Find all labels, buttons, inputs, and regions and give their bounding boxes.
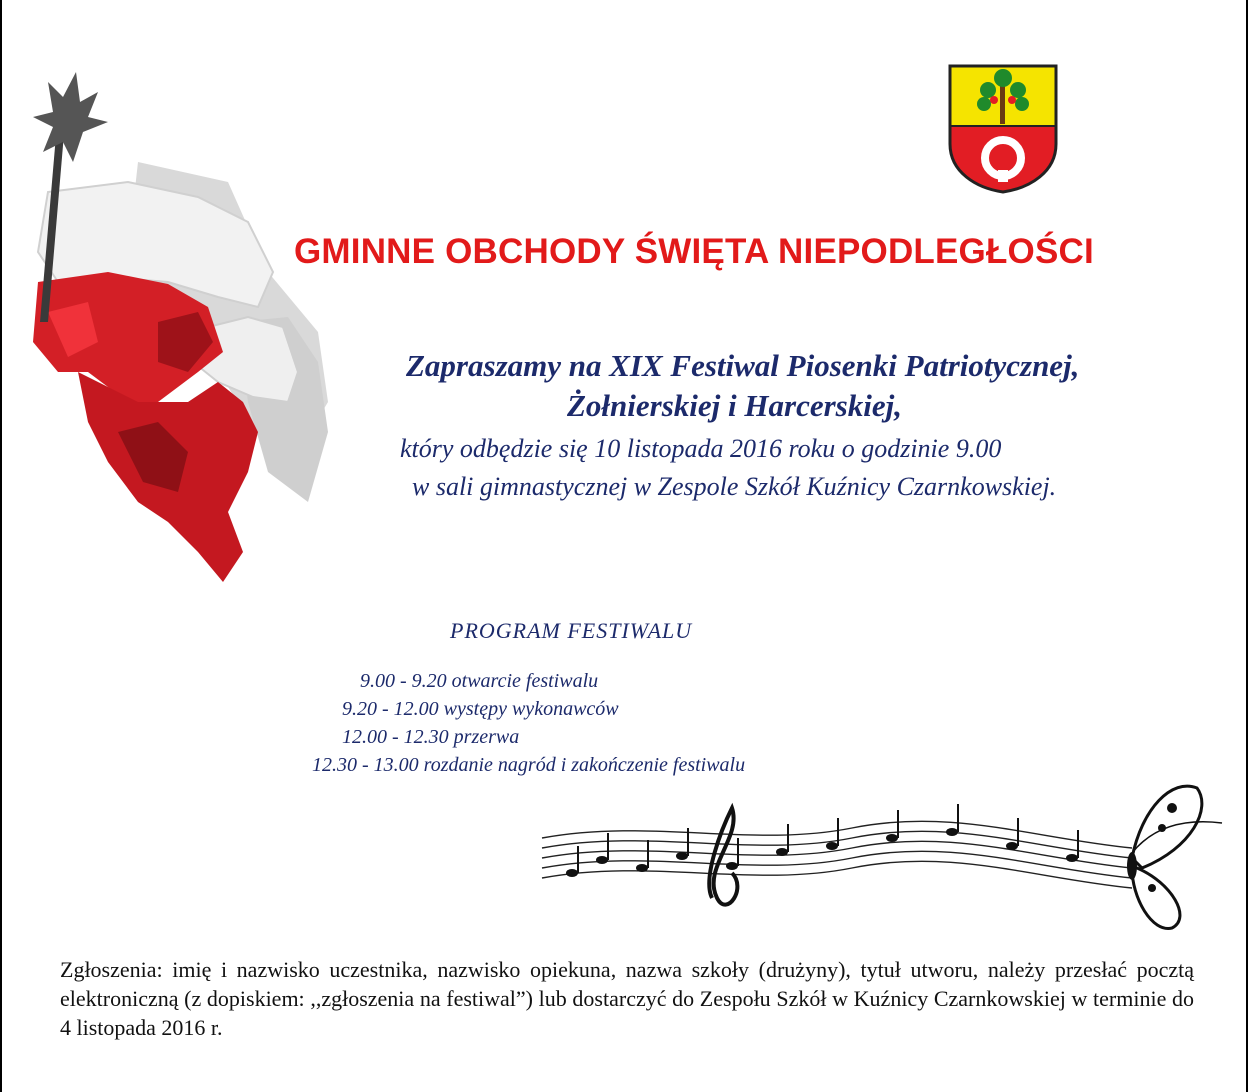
- program-item: 9.20 - 12.00 występy wykonawców: [342, 698, 619, 720]
- page-title: GMINNE OBCHODY ŚWIĘTA NIEPODLEGŁOŚCI: [294, 232, 1094, 271]
- invitation-line-3: który odbędzie się 10 listopada 2016 roku o godzinie 9.00: [400, 434, 1002, 463]
- music-staff-butterfly-image: [532, 768, 1232, 948]
- invitation-line-1: Zapraszamy na XIX Festiwal Piosenki Patriotycznej,: [406, 348, 1080, 383]
- footer-note: Zgłoszenia: imię i nazwisko uczestnika, nazwisko opiekuna, nazwa szkoły (drużyny), tytuł utworu, należy przesłać pocztą elektroniczną (z dopiskiem: ,,zgłoszenia na festiwal”) lub dostarczyć do Zespołu Szkół w Kuźnicy Czarnkowskiej w terminie do 4 listopada 2016 r.: [60, 957, 1194, 1040]
- program-item: 12.30 - 13.00 rozdanie nagród i zakończenie festiwalu: [312, 754, 746, 776]
- program-title: PROGRAM FESTIWALU: [450, 618, 693, 643]
- program-item: 9.00 - 9.20 otwarcie festiwalu: [360, 670, 599, 692]
- invitation-line-4: w sali gimnastycznej w Zespole Szkół Kuźnicy Czarnkowskiej.: [412, 472, 1057, 501]
- program-item: 12.00 - 12.30 przerwa: [342, 726, 520, 748]
- polish-flag-image: [18, 72, 338, 612]
- coat-of-arms-image: [946, 64, 1060, 194]
- invitation-line-2: Żołnierskiej i Harcerskiej,: [567, 388, 902, 423]
